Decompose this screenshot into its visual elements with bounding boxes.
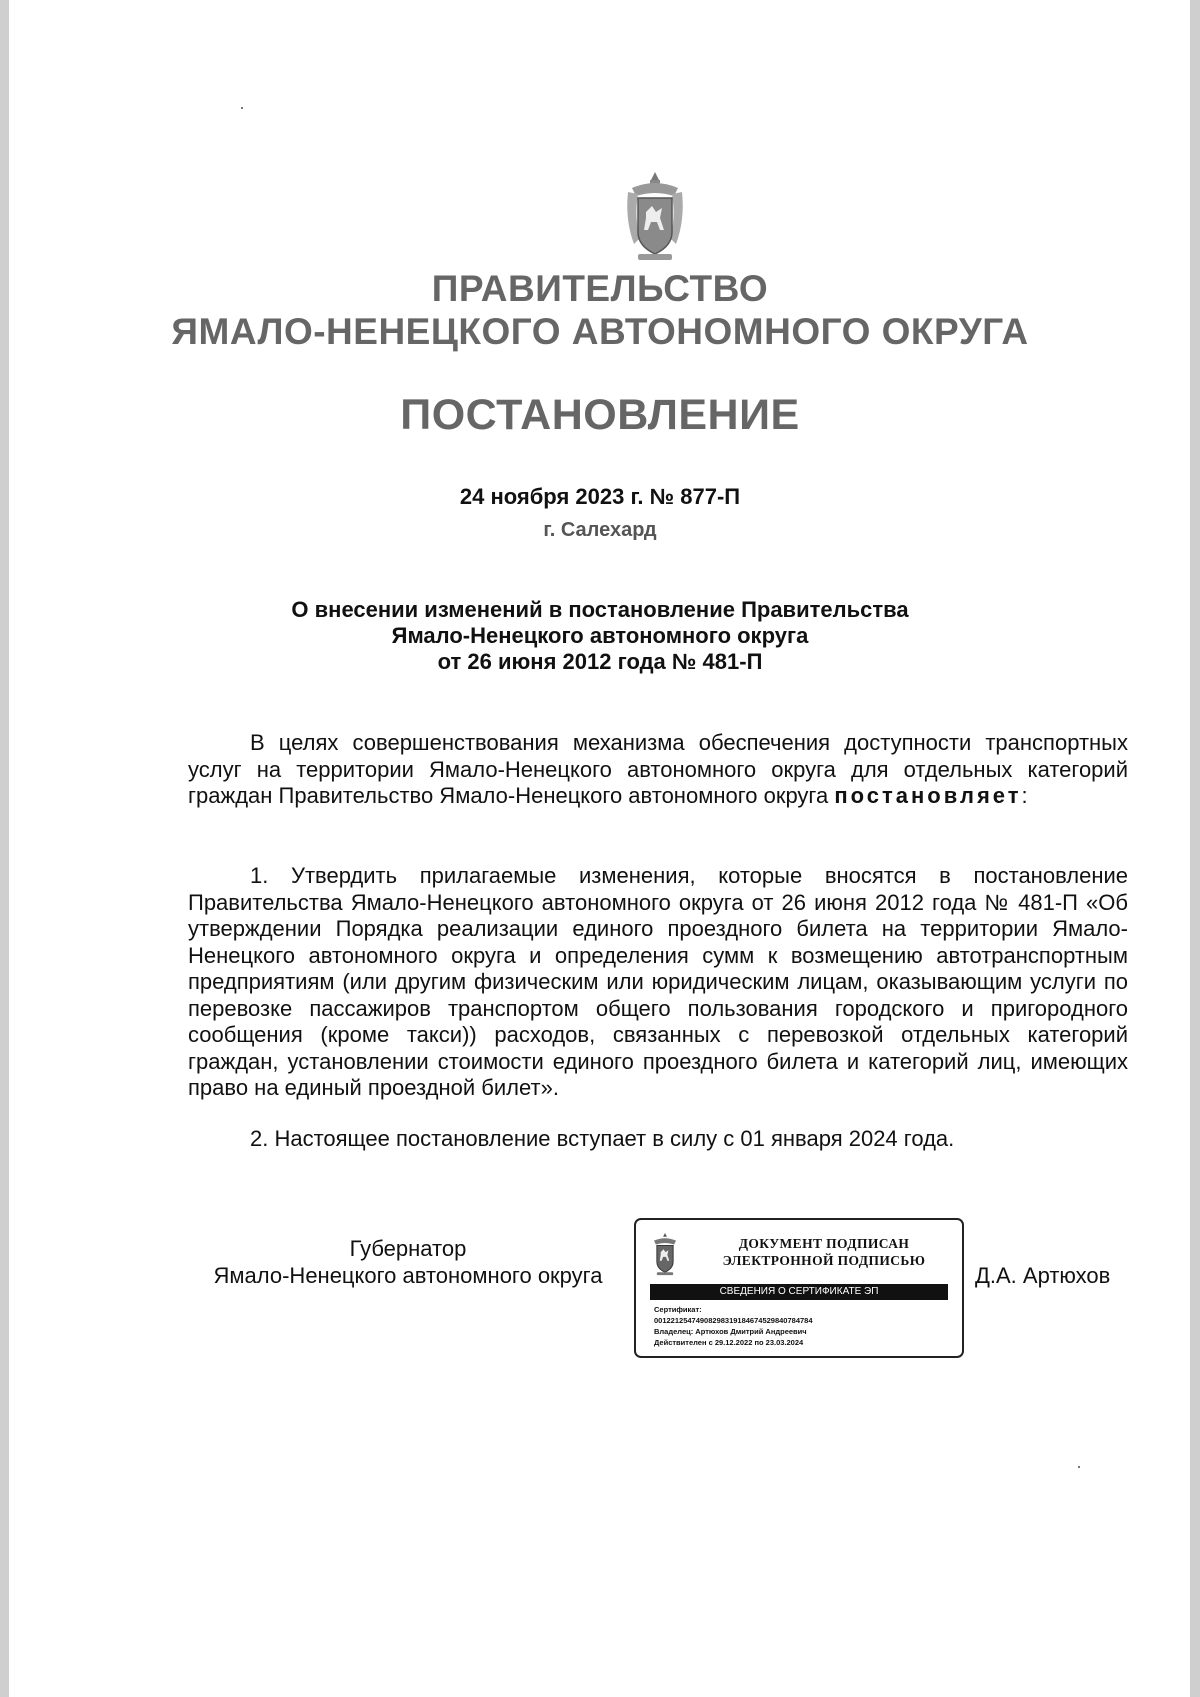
subject-line1: О внесении изменений в постановление Правительства: [291, 597, 909, 622]
organization-name-line2: ЯМАЛО-НЕНЕЦКОГО АВТОНОМНОГО ОКРУГА: [171, 311, 1029, 352]
stamp-certificate-info: [654, 1304, 813, 1348]
stamp-validity: Действителен с 29.12.2022 по 23.03.2024: [654, 1338, 804, 1347]
coat-of-arms-emblem: [624, 170, 686, 266]
signatory-position-line2: Ямало-Ненецкого автономного округа: [213, 1263, 603, 1288]
scan-speck: [241, 107, 243, 109]
intro-text: В целях совершенствования механизма обеспечения доступности транспортных услуг на территории Ямало-Ненецкого автономного округа для отдельных категорий граждан Правительство Ямало-Ненецкого автономного округа: [188, 730, 1128, 808]
stamp-title: [696, 1235, 952, 1269]
intro-paragraph: [188, 730, 1128, 810]
item-1-paragraph: 1. Утвердить прилагаемые изменения, которые вносятся в постановление Правительства Ямало-Ненецкого автономного округа от 26 июня 2012 года № 481-П «Об утверждении Порядка реализации единого проездного билета на территории Ямало-Ненецкого автономного округа и определения сумм к возмещению автотранспортным предприятиям (или другим физическим или юридическим лицам, оказывающим услуги по перевозке пассажиров транспортом общего пользования городского и пригородного сообщения (кроме такси)) расходов, связанных с перевозкой отдельных категорий граждан, установлении стоимости единого проездного билета и категорий лиц, имеющих право на единый проездной билет».: [188, 863, 1128, 1100]
stamp-owner: Владелец: Артюхов Дмитрий Андреевич: [654, 1327, 807, 1336]
stamp-title-line2: ЭЛЕКТРОННОЙ ПОДПИСЬЮ: [722, 1253, 926, 1268]
document-type-title: ПОСТАНОВЛЕНИЕ: [400, 391, 800, 439]
electronic-signature-stamp: [634, 1218, 964, 1358]
organization-name-line1: ПРАВИТЕЛЬСТВО: [431, 268, 769, 309]
subject-line3: от 26 июня 2012 года № 481-П: [437, 649, 763, 674]
document-date-number: 24 ноября 2023 г. № 877-П: [459, 484, 741, 509]
intro-end: :: [1021, 783, 1028, 808]
stamp-cert-label: Сертификат:: [654, 1305, 702, 1314]
signatory-name: Д.А. Артюхов: [975, 1263, 1111, 1288]
signatory-position: [188, 1235, 628, 1289]
scan-left-edge: [0, 0, 9, 1697]
document-city: г. Салехард: [543, 519, 657, 541]
document-subject: [0, 597, 1200, 675]
scan-right-edge: [1190, 0, 1200, 1697]
subject-line2: Ямало-Ненецкого автономного округа: [391, 623, 809, 648]
stamp-emblem-icon: [650, 1232, 680, 1278]
signatory-position-line1: Губернатор: [349, 1236, 467, 1261]
stamp-certificate-bar: СВЕДЕНИЯ О СЕРТИФИКАТЕ ЭП: [650, 1284, 948, 1300]
stamp-title-line1: ДОКУМЕНТ ПОДПИСАН: [738, 1236, 910, 1251]
scan-speck: [1078, 1466, 1080, 1468]
intro-emphasis: постановляет: [834, 783, 1022, 808]
stamp-cert-number: 00122125474908298319184674529840784784: [654, 1316, 813, 1325]
item-2-paragraph: 2. Настоящее постановление вступает в силу с 01 января 2024 года.: [250, 1126, 955, 1151]
